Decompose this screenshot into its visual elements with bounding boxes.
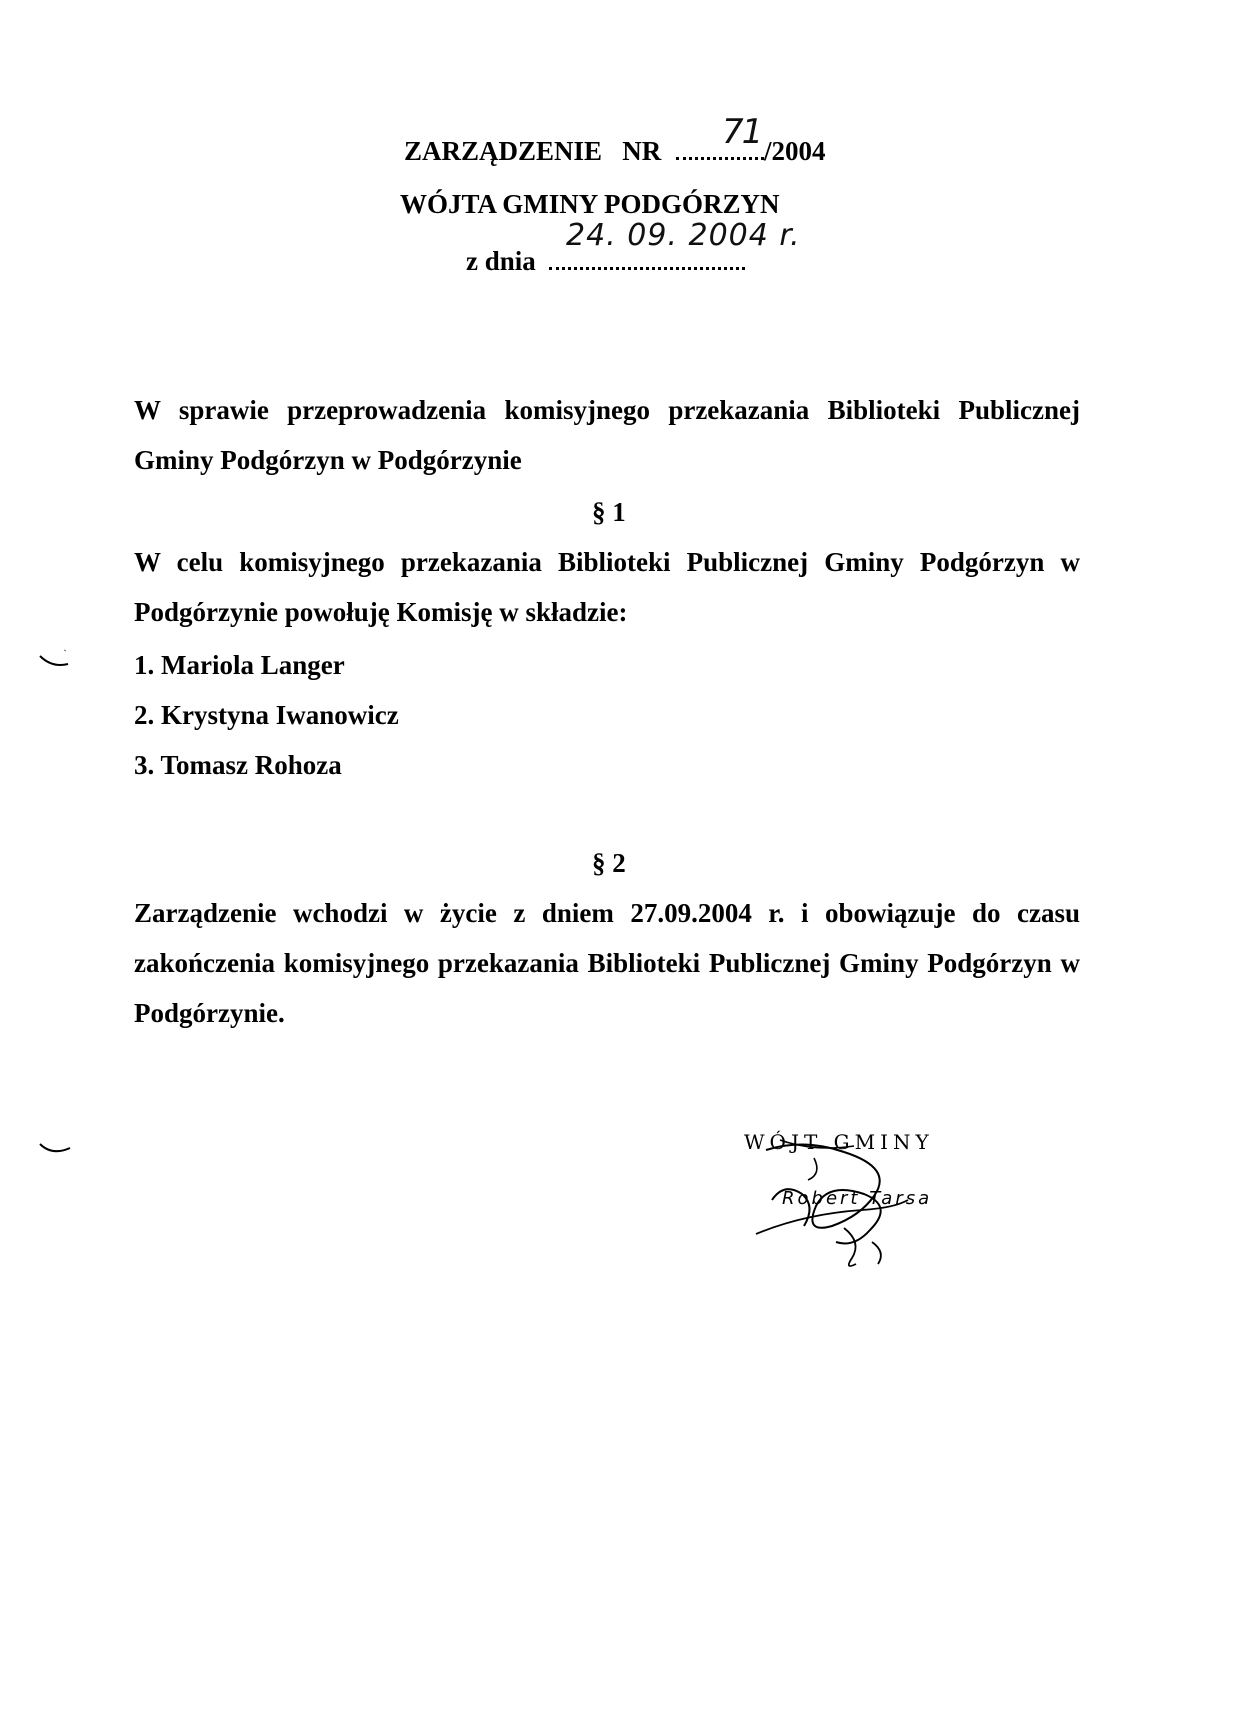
punch-hole-mark-icon: [36, 1136, 76, 1166]
order-prefix: ZARZĄDZENIE NR: [404, 136, 662, 166]
member-item: 3. Tomasz Rohoza: [134, 750, 342, 780]
stamp-title: WÓJT GMINY: [744, 1130, 934, 1154]
section-2-heading: § 2: [592, 848, 626, 878]
subject-line-2: [134, 435, 1080, 485]
issuer-title: WÓJTA GMINY PODGÓRZYN: [400, 189, 780, 219]
date-handwritten: 24. 09. 2004 r.: [566, 218, 801, 253]
subject-line-1: [134, 385, 1080, 435]
order-number-handwritten: 71: [722, 112, 762, 152]
section-2-body: Zarządzenie wchodzi w życie z dniem 27.09.2004 r. i obowiązuje do czasu zakończenia komisyjnego przekazania Biblioteki Publicznej Gminy Podgórzyn w Podgórzynie.: [134, 898, 1080, 1028]
order-suffix: /2004: [764, 136, 826, 166]
stamp-name: Robert Tarsa: [782, 1188, 933, 1209]
date-prefix: z dnia: [466, 246, 536, 276]
member-item: 2. Krystyna Iwanowicz: [134, 700, 399, 730]
order-title: [404, 136, 826, 167]
section-1-body: W celu komisyjnego przekazania Biblioteki Publicznej Gminy Podgórzyn w Podgórzynie powołuję Komisję w składzie:: [134, 547, 1080, 627]
subject-text-continued: Gminy Podgórzyn w Podgórzynie: [134, 445, 522, 475]
subject-text-wrap: [134, 435, 1080, 485]
section-1-text: [134, 537, 1080, 637]
date-dots: [549, 263, 745, 270]
punch-hole-mark-icon: [36, 648, 76, 678]
signature-stamp: [744, 1130, 994, 1270]
member-item: 1. Mariola Langer: [134, 650, 345, 680]
section-1-heading: § 1: [592, 497, 626, 527]
handwritten-signature-icon: [744, 1130, 994, 1270]
subject-text: W sprawie przeprowadzenia komisyjnego przekazania Biblioteki Publicznej: [134, 395, 1080, 425]
section-2-text: [134, 888, 1080, 1038]
order-number-dots: [676, 153, 764, 160]
